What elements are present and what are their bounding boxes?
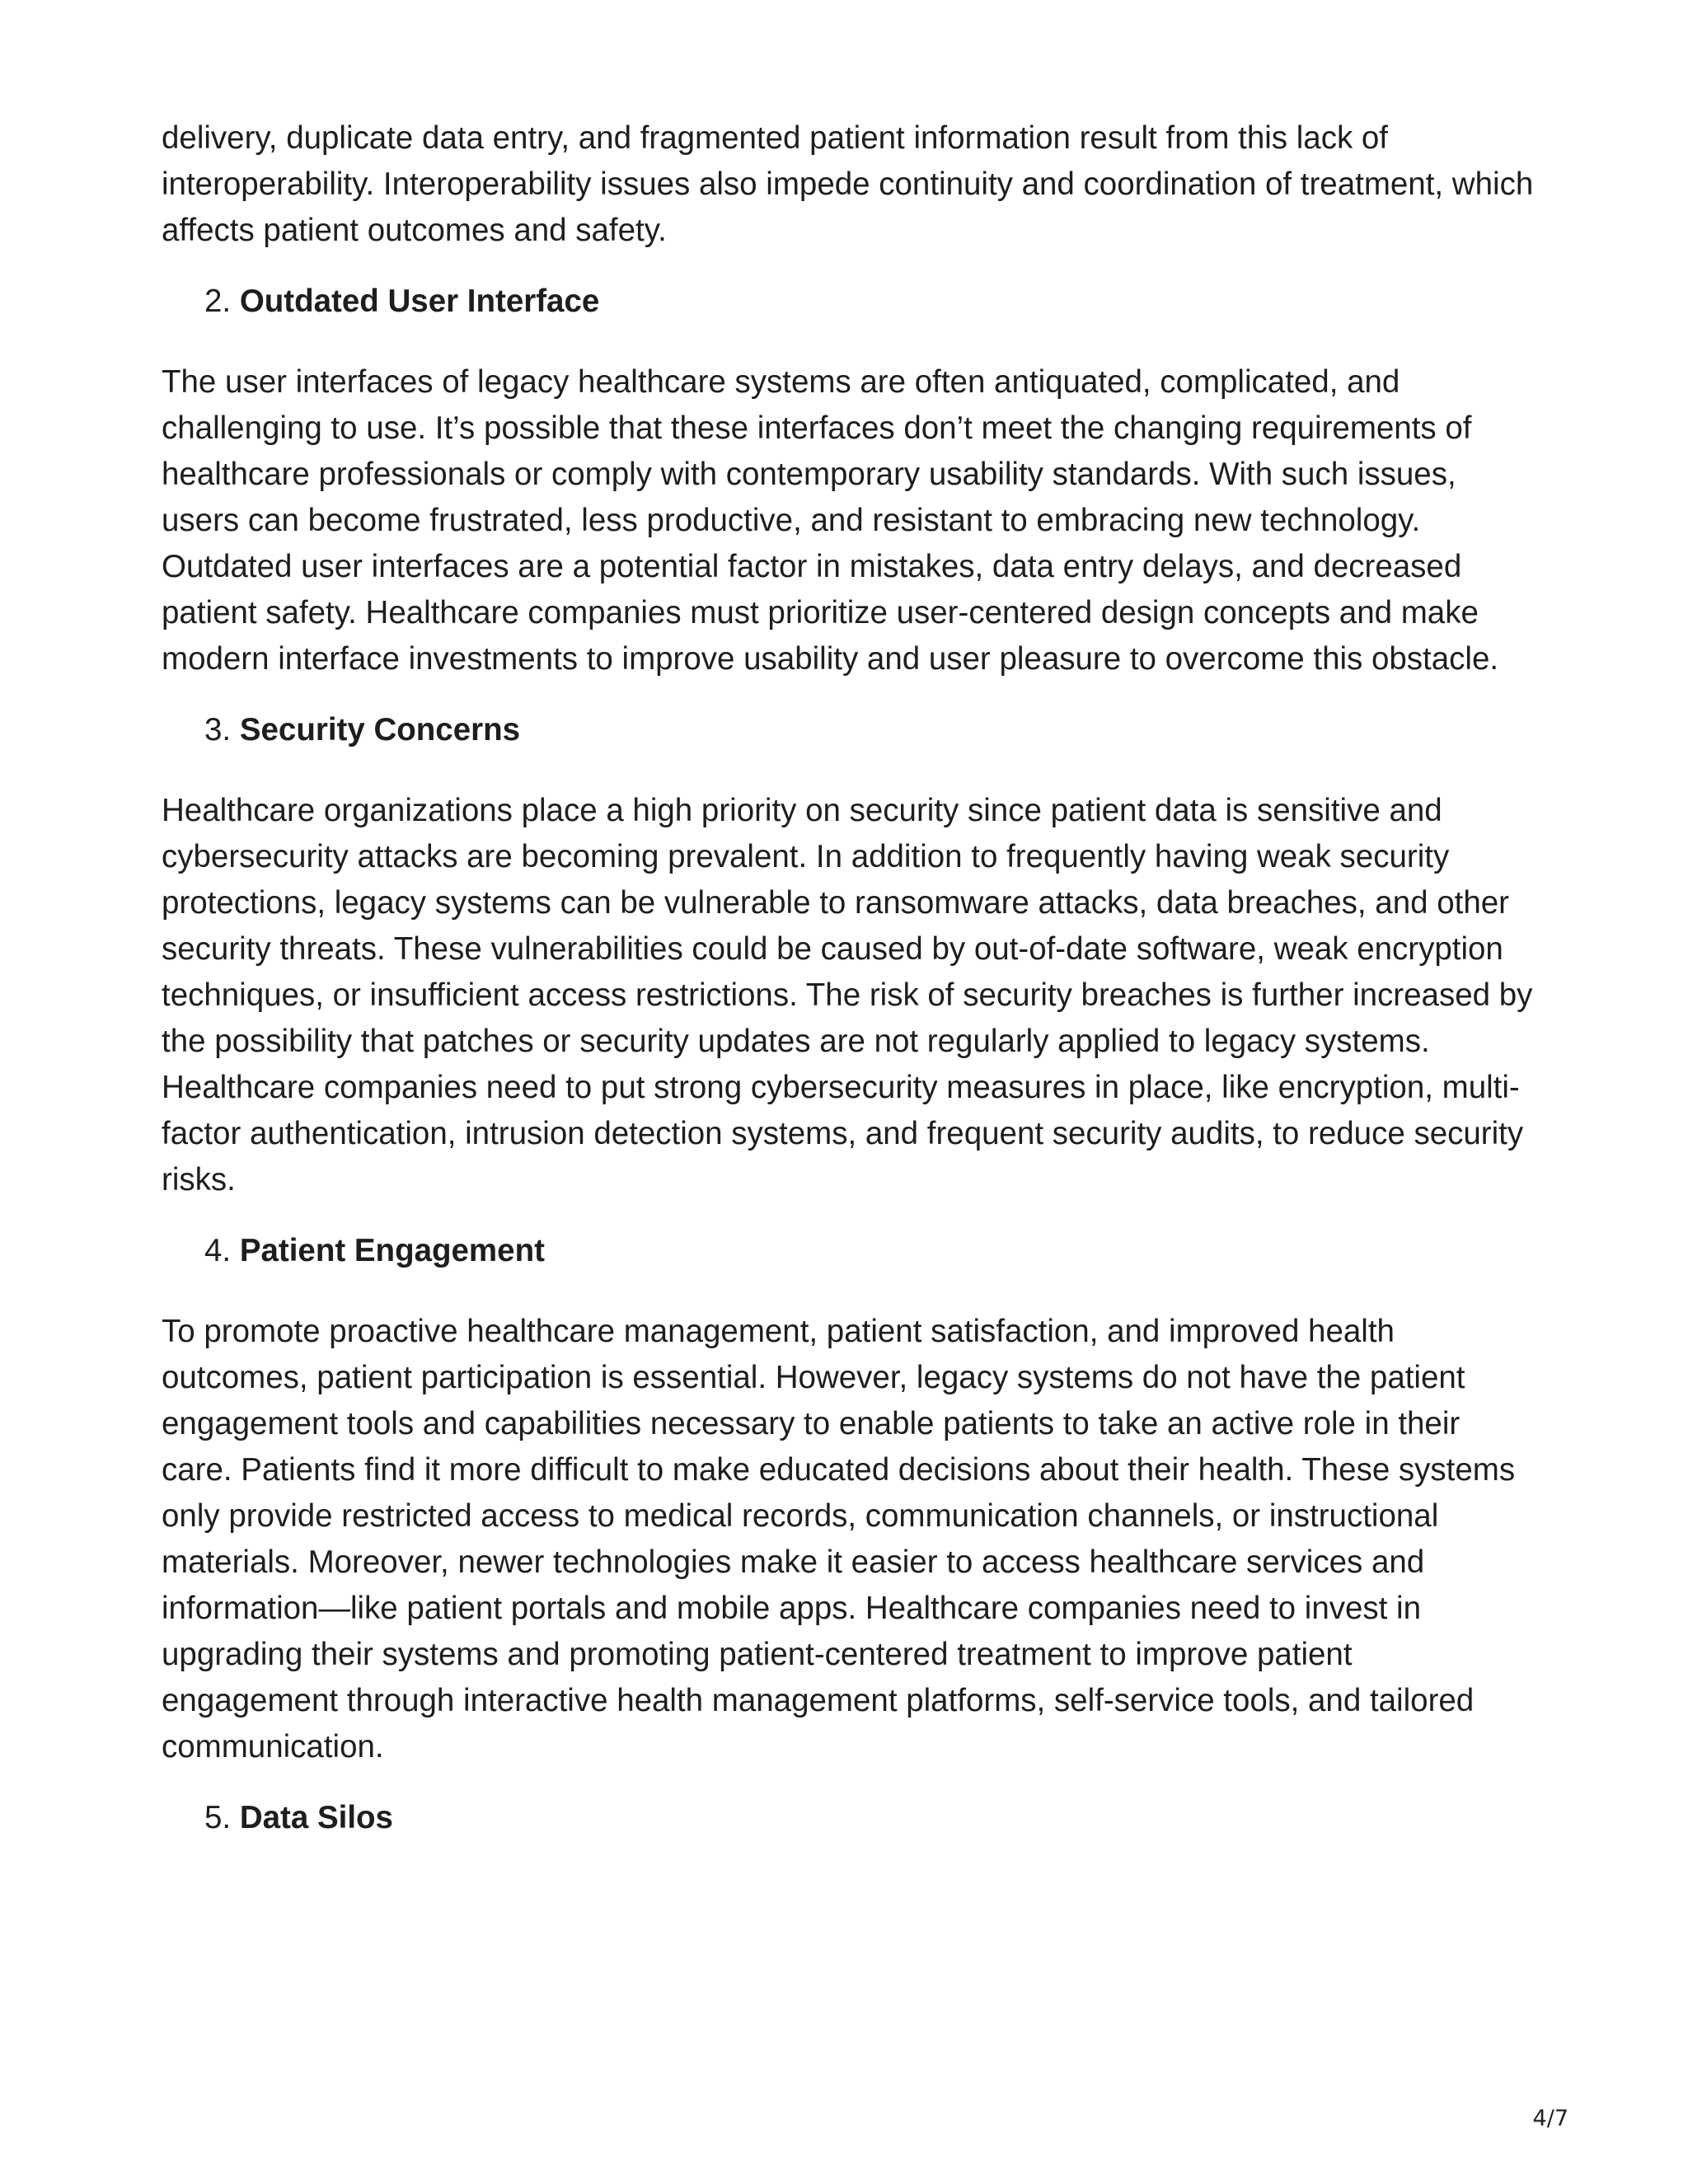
- section-paragraph-security-concerns: Healthcare organizations place a high priority on security since patient data is sensitive and cybersecurity attacks are becoming prevalent. In addition to frequently having weak security protections, legacy systems can be vulnerable to ransomware attacks, data breaches, and other security threats. These vulnerabilities could be caused by out-of-date software, weak encryption techniques, or insufficient access restrictions. The risk of security breaches is further increased by the possibility that patches or security updates are not regularly applied to legacy systems. Healthcare companies need to put strong cybersecurity measures in place, like encryption, multi-factor authentication, intrusion detection systems, and frequent security audits, to reduce security risks.: [162, 793, 1533, 1197]
- document-page: [162, 115, 1536, 1876]
- section-heading-patient-engagement: [162, 1228, 1536, 1274]
- section-heading-security-concerns: [162, 707, 1536, 753]
- section-number: 3.: [204, 712, 232, 748]
- section-heading-outdated-user-interface: [162, 279, 1536, 325]
- section-heading-data-silos: [162, 1795, 1536, 1841]
- section-number: 5.: [204, 1800, 232, 1835]
- section-title: Patient Engagement: [239, 1233, 545, 1268]
- page-number: 4/7: [1532, 2106, 1568, 2131]
- intro-paragraph: delivery, duplicate data entry, and fragmented patient information result from this lack of interoperability. Interoperability issues also impede continuity and coordination of treatment, which affects patient outcomes and safety.: [162, 120, 1534, 248]
- section-number: 2.: [204, 284, 232, 319]
- section-title: Outdated User Interface: [239, 284, 600, 319]
- section-title: Data Silos: [239, 1800, 393, 1835]
- section-number: 4.: [204, 1233, 232, 1268]
- section-title: Security Concerns: [239, 712, 521, 748]
- section-paragraph-outdated-user-interface: The user interfaces of legacy healthcare systems are often antiquated, complicated, and challenging to use. It’s possible that these interfaces don’t meet the changing requirements of healthcare professionals or comply with contemporary usability standards. With such issues, users can become frustrated, less productive, and resistant to embracing new technology. Outdated user interfaces are a potential factor in mistakes, data entry delays, and decreased patient safety. Healthcare companies must prioritize user-centered design concepts and make modern interface investments to improve usability and user pleasure to overcome this obstacle.: [162, 364, 1499, 677]
- section-paragraph-patient-engagement: To promote proactive healthcare management, patient satisfaction, and improved health outcomes, patient participation is essential. However, legacy systems do not have the patient engagement tools and capabilities necessary to enable patients to take an active role in their care. Patients find it more difficult to make educated decisions about their health. These systems only provide restricted access to medical records, communication channels, or instructional materials. Moreover, newer technologies make it easier to access healthcare services and information—like patient portals and mobile apps. Healthcare companies need to invest in upgrading their systems and promoting patient-centered treatment to improve patient engagement through interactive health management platforms, self-service tools, and tailored communication.: [162, 1314, 1516, 1765]
